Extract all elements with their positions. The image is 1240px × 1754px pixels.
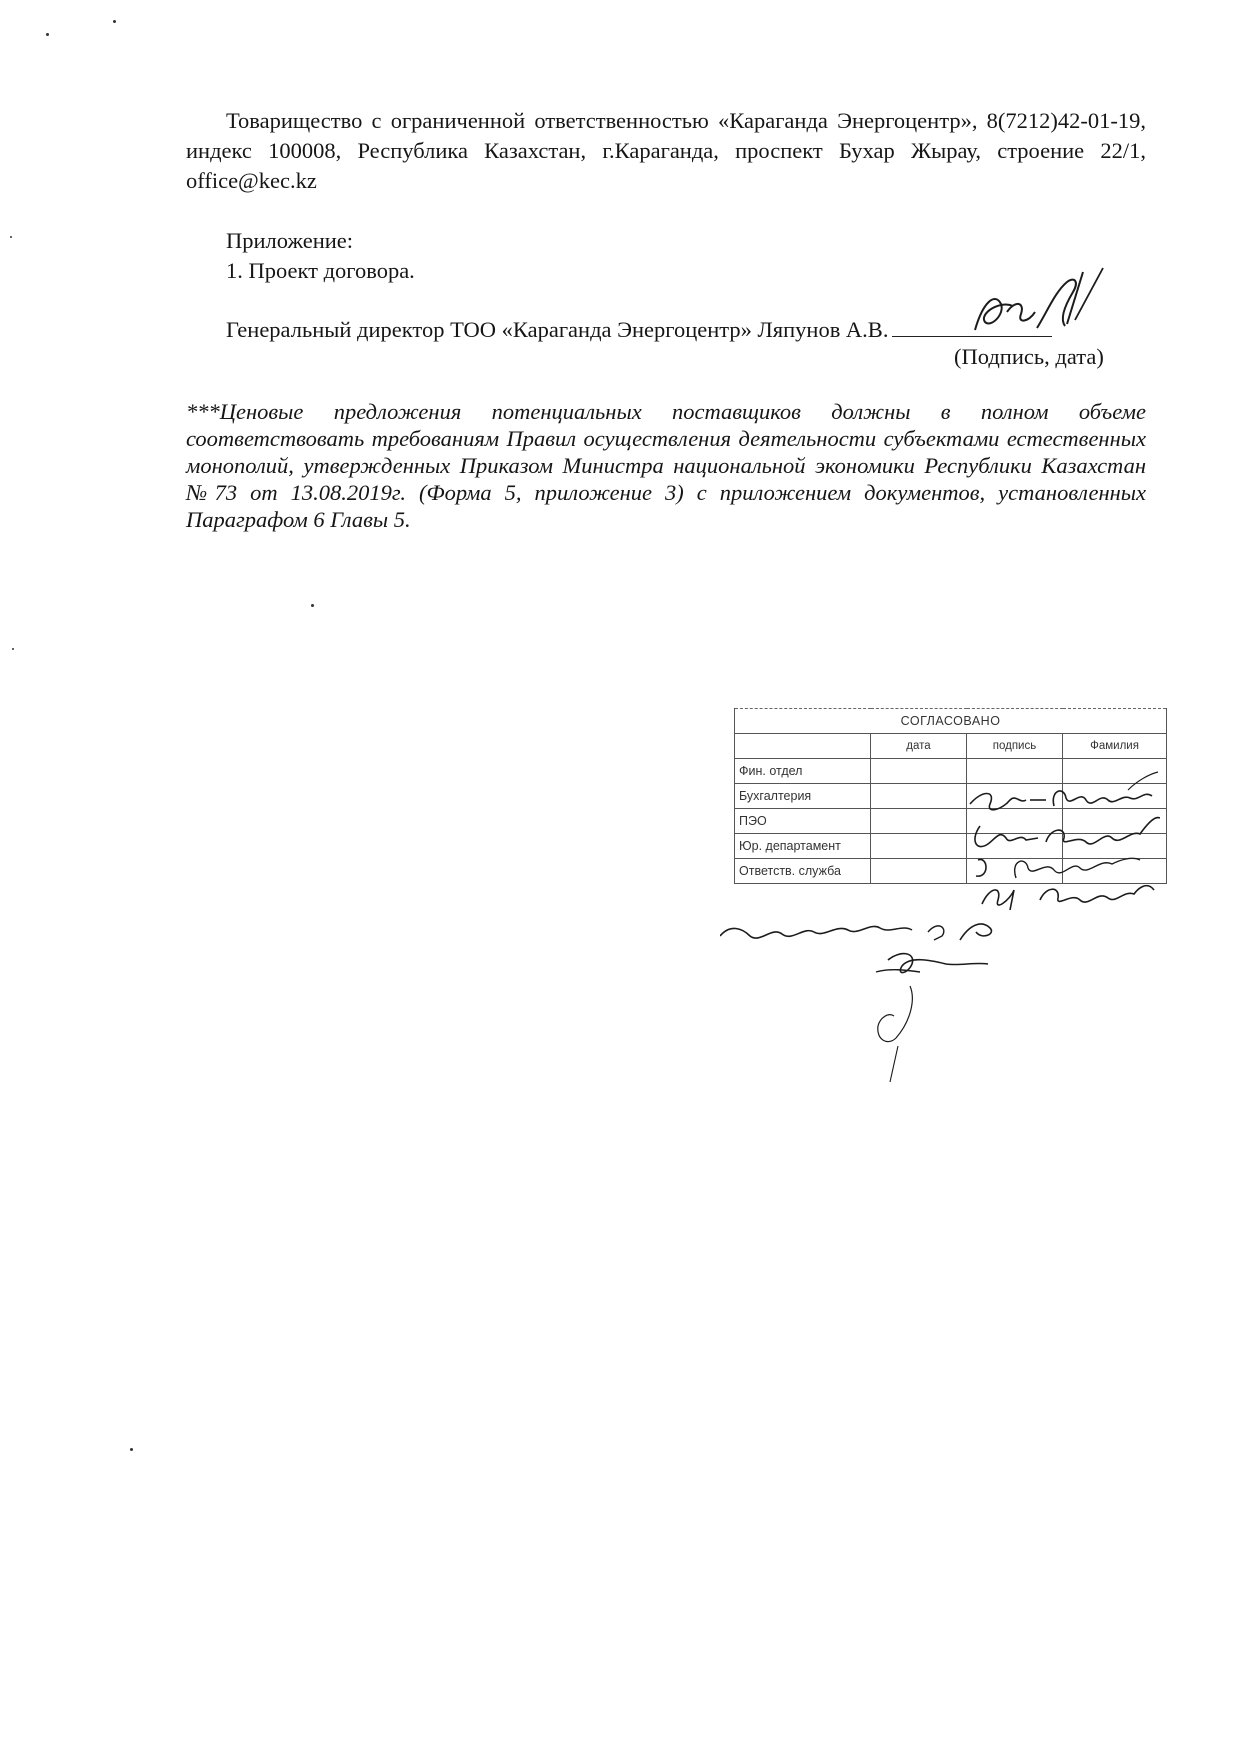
signature-cell: [967, 859, 1063, 884]
approval-header-row: [735, 734, 1167, 759]
surname-cell: [1063, 809, 1167, 834]
approval-title: СОГЛАСОВАНО: [735, 709, 1167, 734]
scan-speck: [311, 604, 314, 607]
department-cell: ПЭО: [735, 809, 871, 834]
surname-cell: [1063, 784, 1167, 809]
signature-caption: (Подпись, дата): [954, 344, 1104, 369]
approval-col-date: дата: [871, 734, 967, 759]
signature-cell: [967, 759, 1063, 784]
approval-table: [734, 708, 1167, 884]
signatory-text: Генеральный директор ТОО «Караганда Энергоцентр» Ляпунов А.В.: [226, 317, 889, 342]
date-cell: [871, 784, 967, 809]
attachments-heading: Приложение:: [226, 228, 354, 253]
date-cell: [871, 859, 967, 884]
surname-cell: [1063, 859, 1167, 884]
surname-cell: [1063, 759, 1167, 784]
attachments-block: [226, 226, 415, 286]
signature-cell: [967, 784, 1063, 809]
company-details-paragraph: Товарищество с ограниченной ответственностью «Караганда Энергоцентр», 8(7212)42-01-19, индекс 100008, Республика Казахстан, г.Караганда, проспект Бухар Жырау, строение 22/1, office@kec.kz: [186, 108, 1146, 193]
department-cell: Бухгалтерия: [735, 784, 871, 809]
surname-cell: [1063, 834, 1167, 859]
director-handwritten-signature: [955, 262, 1115, 352]
approval-col-department: [735, 734, 871, 759]
scan-speck: [113, 20, 116, 23]
approval-col-signature: подпись: [967, 734, 1063, 759]
approval-col-surname: Фамилия: [1063, 734, 1167, 759]
date-cell: [871, 834, 967, 859]
scan-speck: [46, 33, 49, 36]
date-cell: [871, 809, 967, 834]
table-row: [735, 859, 1167, 884]
approval-stamp: [734, 708, 1166, 884]
table-row: [735, 784, 1167, 809]
signature-cell: [967, 809, 1063, 834]
signatory-line: [226, 314, 1052, 345]
table-row: [735, 809, 1167, 834]
attachment-item: 1. Проект договора.: [226, 258, 415, 283]
table-row: [735, 759, 1167, 784]
scan-speck: [10, 236, 12, 238]
scan-speck: [130, 1448, 133, 1451]
date-cell: [871, 759, 967, 784]
price-proposal-footnote: ***Ценовые предложения потенциальных поставщиков должны в полном объеме соответствовать требованиям Правил осуществления деятельности субъектами естественных монополий, утвержденных Приказом Министра национальной экономики Республики Казахстан №73 от 13.08.2019г. (Форма 5, приложение 3) с приложением документов, установленных Параграфом 6 Главы 5.: [186, 399, 1146, 532]
scan-speck: [12, 648, 14, 650]
table-row: [735, 834, 1167, 859]
department-cell: Ответств. служба: [735, 859, 871, 884]
signature-cell: [967, 834, 1063, 859]
department-cell: Фин. отдел: [735, 759, 871, 784]
department-cell: Юр. департамент: [735, 834, 871, 859]
